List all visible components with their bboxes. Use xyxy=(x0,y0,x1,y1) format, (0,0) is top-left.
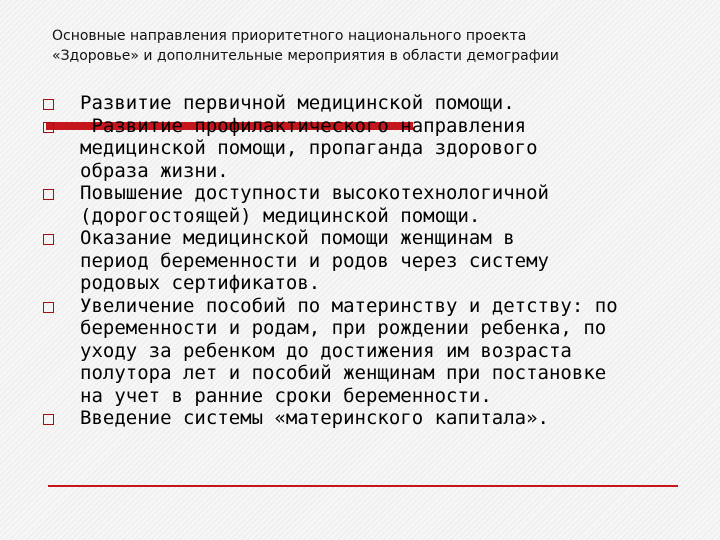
list-item xyxy=(40,227,680,295)
bottom-divider xyxy=(48,485,678,487)
square-bullet-icon xyxy=(43,414,54,425)
list-item xyxy=(40,295,680,408)
bullet-list xyxy=(40,92,680,430)
list-item-line: Развитие первичной медицинской помощи. xyxy=(80,92,515,114)
list-item-line: Оказание медицинской помощи женщинам в xyxy=(80,227,515,249)
list-item-text xyxy=(80,182,680,227)
list-item-line: Повышение доступности высокотехнологичной xyxy=(80,182,549,204)
list-item xyxy=(40,407,680,430)
list-item xyxy=(40,92,680,115)
list-item-line: образа жизни. xyxy=(80,159,229,182)
list-item-line: Введение системы «материнского капитала». xyxy=(80,407,549,429)
square-bullet-icon xyxy=(43,122,54,133)
list-item-text xyxy=(80,295,680,408)
list-item-line: Развитие профилактического направления xyxy=(80,114,527,137)
slide-title-line-1: Основные направления приоритетного национального проекта xyxy=(52,28,527,44)
list-item-line: уходу за ребенком до достижения им возраста xyxy=(80,339,572,362)
slide-title xyxy=(52,26,692,66)
list-item-line: (дорогостоящей) медицинской помощи. xyxy=(80,204,481,227)
list-item-line: беременности и родам, при рождении ребенка, по xyxy=(80,317,607,339)
list-item-line: полутора лет и пособий женщинам при постановке xyxy=(80,362,607,384)
list-item-line: период беременности и родов через систему xyxy=(80,249,549,272)
list-item-line: медицинской помощи, пропаганда здорового xyxy=(80,137,538,159)
square-bullet-icon xyxy=(43,189,54,200)
list-item xyxy=(40,182,680,227)
square-bullet-icon xyxy=(43,302,54,313)
list-item-line: родовых сертификатов. xyxy=(80,272,321,294)
list-item-text xyxy=(80,92,680,115)
list-item-line: на учет в ранние сроки беременности. xyxy=(80,384,492,407)
slide-title-line-2: «Здоровье» и дополнительные мероприятия в области демографии xyxy=(52,48,559,64)
list-item-text xyxy=(80,115,680,183)
list-item-text xyxy=(80,227,680,295)
list-item-text xyxy=(80,407,680,430)
list-item-line: Увеличение пособий по материнству и детству: по xyxy=(80,294,618,317)
square-bullet-icon xyxy=(43,234,54,245)
square-bullet-icon xyxy=(43,99,54,110)
list-item xyxy=(40,115,680,183)
